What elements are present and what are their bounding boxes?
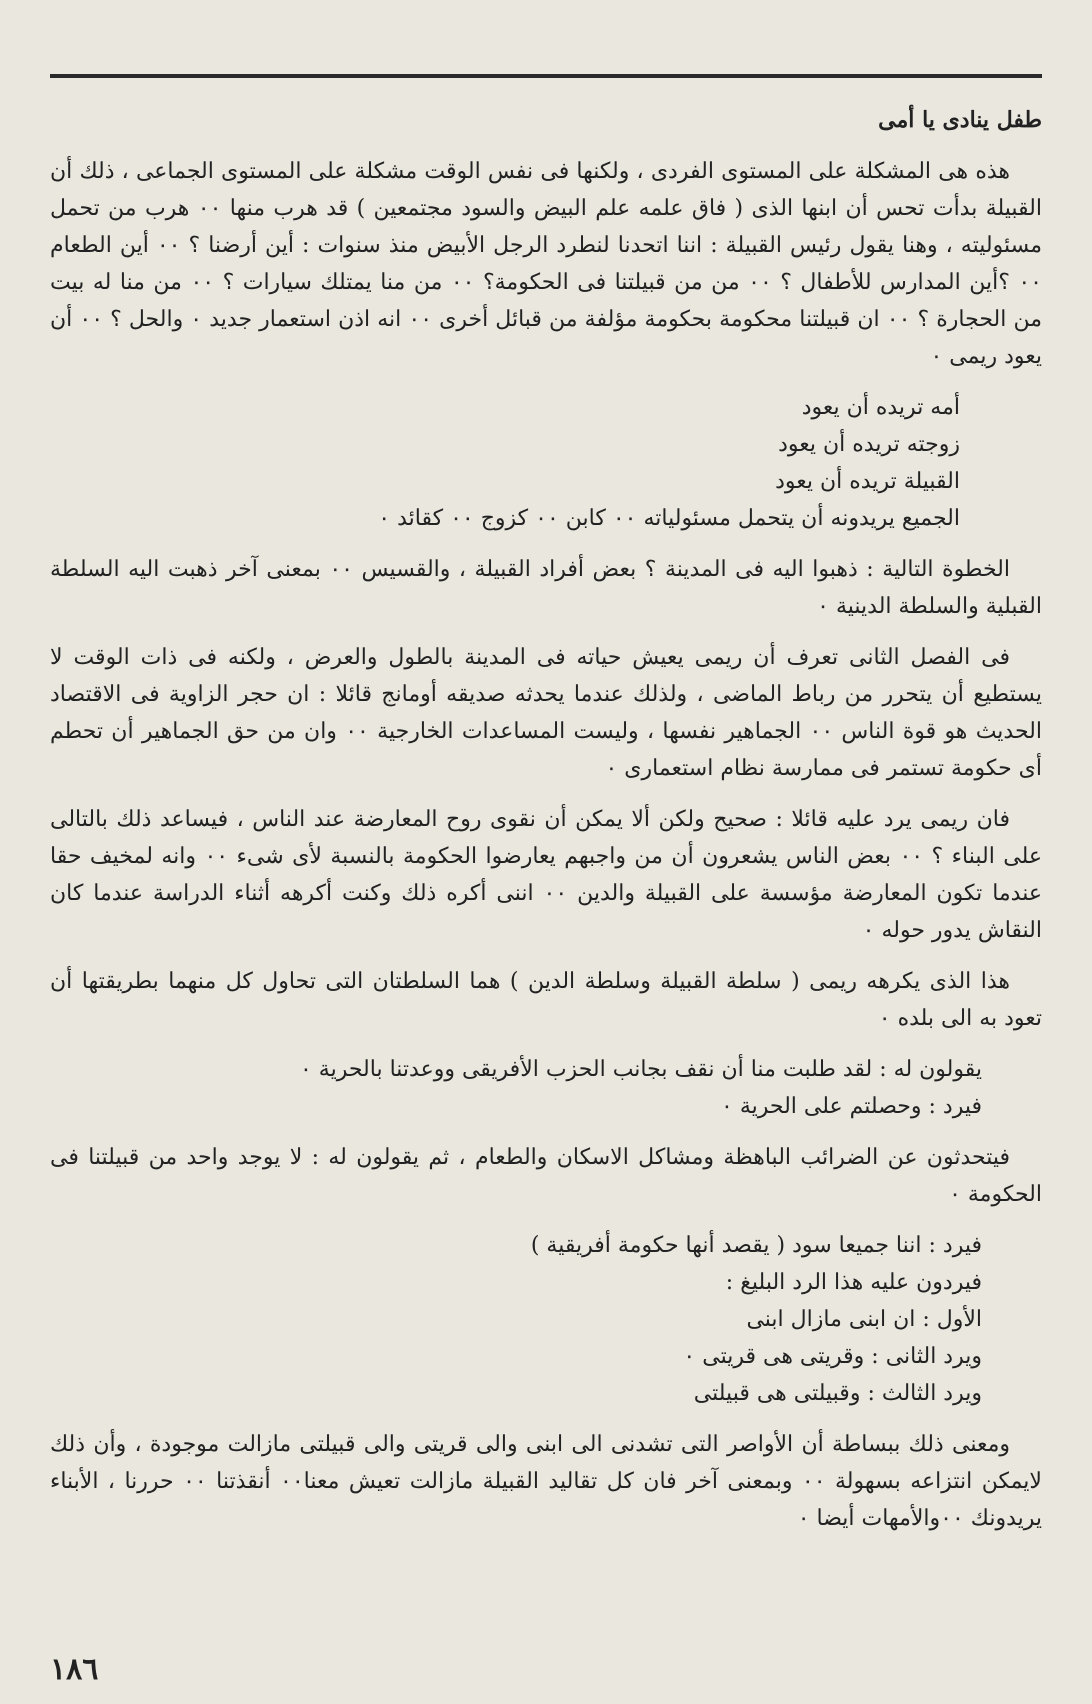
- refrain-lines: [50, 389, 1042, 537]
- dialog-line: ويرد الثالث : وقبيلتى هى قبيلتى: [693, 1381, 982, 1406]
- refrain-line: زوجته تريده أن يعود: [778, 432, 960, 457]
- paragraph: ومعنى ذلك ببساطة أن الأواصر التى تشدنى الى ابنى والى قريتى والى قبيلتى مازالت موجودة ، وأن ذلك لايمكن انتزاعه بسهولة ٠٠ وبمعنى آخر فان كل تقاليد القبيلة مازالت تعيش معنا٠٠ أنقذتنا ٠٠ حررنا ، الأبناء يريدونك ٠٠والأمهات أيضا ٠: [50, 1432, 1042, 1531]
- dialog-line: يقولون له : لقد طلبت منا أن نقف بجانب الحزب الأفريقى ووعدتنا بالحرية ٠: [299, 1057, 982, 1082]
- paragraph: هذه هى المشكلة على المستوى الفردى ، ولكنها فى نفس الوقت مشكلة على المستوى الجماعى ، ذلك أن القبيلة بدأت تحس أن ابنها الذى ( فاق علمه علم البيض والسود مجتمعين ) قد هرب منها ٠٠ هرب من تحمل مسئوليته ، وهنا يقول رئيس القبيلة : اننا اتحدنا لنطرد الرجل الأبيض منذ سنوات : أين أرضنا ؟ ٠٠ أين الطعام ٠٠ ؟أين المدارس للأطفال ؟ ٠٠ من من قبيلتنا فى الحكومة؟ ٠٠ من منا يمتلك سيارات ؟ ٠٠ من منا له بيت من الحجارة ؟ ٠٠ ان قبيلتنا محكومة بحكومة مؤلفة من قبائل أخرى ٠٠ انه اذن استعمار جديد ٠ والحل ؟ ٠٠ أن يعود ريمى ٠: [50, 159, 1043, 369]
- paragraph: فان ريمى يرد عليه قائلا : صحيح ولكن ألا يمكن أن نقوى روح المعارضة عند الناس ، فيساعد ذلك بالتالى على البناء ؟ ٠٠ بعض الناس يشعرون أن من واجبهم يعارضوا الحكومة بالنسبة لأى شىء ٠٠ وانه لمخيف حقا عندما تكون المعارضة مؤسسة على القبيلة والدين ٠٠ اننى أكره ذلك وكنت أكرهه أثناء الدراسة عندما كان النقاش يدور حوله ٠: [50, 807, 1042, 943]
- dialog-line: فيرد : وحصلتم على الحرية ٠: [721, 1094, 982, 1119]
- section-heading: طفل ينادى يا أمى: [878, 107, 1042, 133]
- dialog-block: [50, 1051, 1042, 1125]
- page-number: ١٨٦: [50, 1652, 99, 1687]
- paragraph: فيتحدثون عن الضرائب الباهظة ومشاكل الاسكان والطعام ، ثم يقولون له : لا يوجد واحد من قبيلتنا فى الحكومة ٠: [50, 1145, 1042, 1207]
- dialog-line: ويرد الثانى : وقريتى هى قريتى ٠: [683, 1344, 982, 1369]
- dialog-line: الأول : ان ابنى مازال ابنى: [746, 1307, 982, 1332]
- refrain-line: القبيلة تريده أن يعود: [775, 469, 960, 494]
- paragraph: الخطوة التالية : ذهبوا اليه فى المدينة ؟ بعض أفراد القبيلة ، والقسيس ٠٠ بمعنى آخر ذهبت اليه السلطة القبلية والسلطة الدينية ٠: [50, 557, 1042, 619]
- header-rule: [50, 74, 1042, 78]
- paragraph: هذا الذى يكرهه ريمى ( سلطة القبيلة وسلطة الدين ) هما السلطتان التى تحاول كل منهما بطريقتها أن تعود به الى بلده ٠: [50, 969, 1042, 1031]
- paragraph: فى الفصل الثانى تعرف أن ريمى يعيش حياته فى المدينة بالطول والعرض ، ولكنه فى ذات الوقت لا يستطيع أن يتحرر من رباط الماضى ، ولذلك عندما يحدثه صديقه أومانج قائلا : ان حجر الزاوية فى الاقتصاد الحديث هو قوة الناس ٠٠ الجماهير نفسها ، وليست المساعدات الخارجية ٠٠ وان من حق الجماهير أن تحطم أى حكومة تستمر فى ممارسة نظام استعمارى ٠: [50, 645, 1042, 781]
- dialog-line: فيرد : اننا جميعا سود ( يقصد أنها حكومة أفريقية ): [530, 1233, 982, 1258]
- book-page: [50, 0, 1042, 1704]
- dialog-line: فيردون عليه هذا الرد البليغ :: [725, 1270, 982, 1295]
- refrain-line: الجميع يريدونه أن يتحمل مسئولياته ٠٠ كابن ٠٠ كزوج ٠٠ كقائد ٠: [378, 506, 960, 531]
- page-content: [50, 102, 1042, 1551]
- refrain-line: أمه تريده أن يعود: [801, 395, 960, 420]
- dialog-block: [50, 1227, 1042, 1412]
